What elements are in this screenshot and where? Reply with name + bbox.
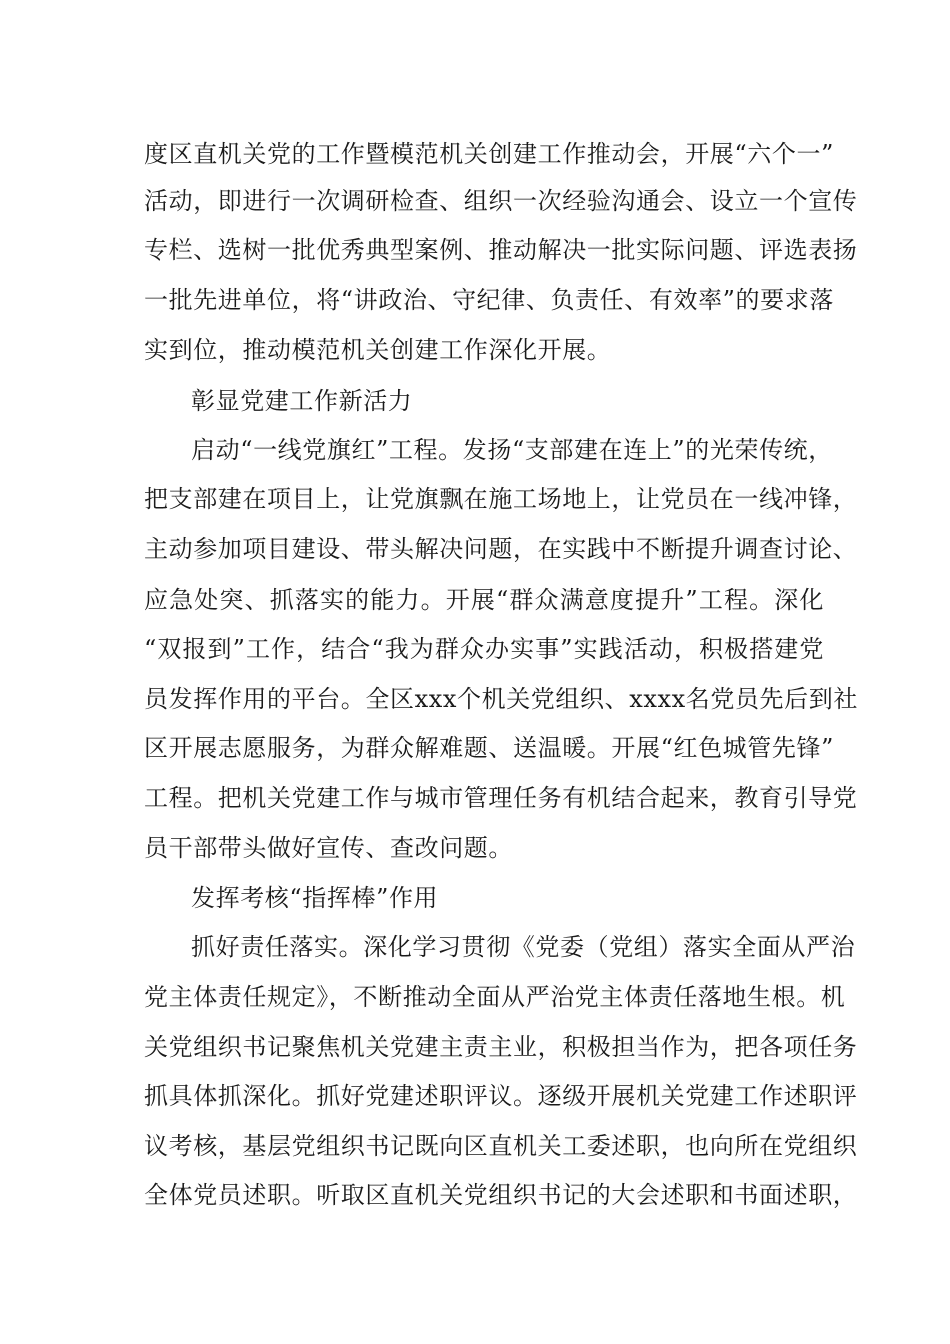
- text-line: 实到位，推动模范机关创建工作深化开展。: [144, 336, 612, 364]
- text-line: 区开展志愿服务，为群众解难题、送温暖。开展“红色城管先锋”: [144, 734, 834, 762]
- text-line: “双报到”工作，结合“我为群众办实事”实践活动，积极搭建党: [144, 635, 824, 663]
- text-line: 启动“一线党旗红”工程。发扬“支部建在连上”的光荣传统，: [191, 436, 833, 464]
- text-line: 专栏、选树一批优秀典型案例、推动解决一批实际问题、评选表扬: [144, 236, 858, 264]
- text-line: 员发挥作用的平台。全区xxx个机关党组织、xxxx名党员先后到社: [144, 685, 858, 713]
- text-line: 度区直机关党的工作暨模范机关创建工作推动会，开展“六个一”: [144, 140, 834, 168]
- text-line: 一批先进单位，将“讲政治、守纪律、负责任、有效率”的要求落: [144, 286, 834, 314]
- text-line: 主动参加项目建设、带头解决问题，在实践中不断提升调查讨论、: [144, 535, 858, 563]
- text-line: 活动，即进行一次调研检查、组织一次经验沟通会、设立一个宣传: [144, 187, 858, 215]
- section-heading: 发挥考核“指挥棒”作用: [191, 884, 439, 912]
- text-line: 关党组织书记聚焦机关党建主责主业，积极担当作为，把各项任务: [144, 1033, 858, 1061]
- text-line: 抓好责任落实。深化学习贯彻《党委（党组）落实全面从严治: [191, 933, 856, 961]
- text-line: 员干部带头做好宣传、查改问题。: [144, 834, 513, 862]
- text-line: 党主体责任规定》，不断推动全面从严治党主体责任落地生根。机: [144, 983, 846, 1011]
- text-line: 应急处突、抓落实的能力。开展“群众满意度提升”工程。深化: [144, 586, 824, 614]
- text-line: 抓具体抓深化。抓好党建述职评议。逐级开展机关党建工作述职评: [144, 1082, 858, 1110]
- text-line: 全体党员述职。听取区直机关党组织书记的大会述职和书面述职，: [144, 1181, 858, 1209]
- text-line: 议考核，基层党组织书记既向区直机关工委述职，也向所在党组织: [144, 1132, 858, 1160]
- text-line: 把支部建在项目上，让党旗飘在施工场地上，让党员在一线冲锋，: [144, 485, 858, 513]
- text-line: 工程。把机关党建工作与城市管理任务有机结合起来，教育引导党: [144, 784, 858, 812]
- section-heading: 彰显党建工作新活力: [191, 387, 413, 415]
